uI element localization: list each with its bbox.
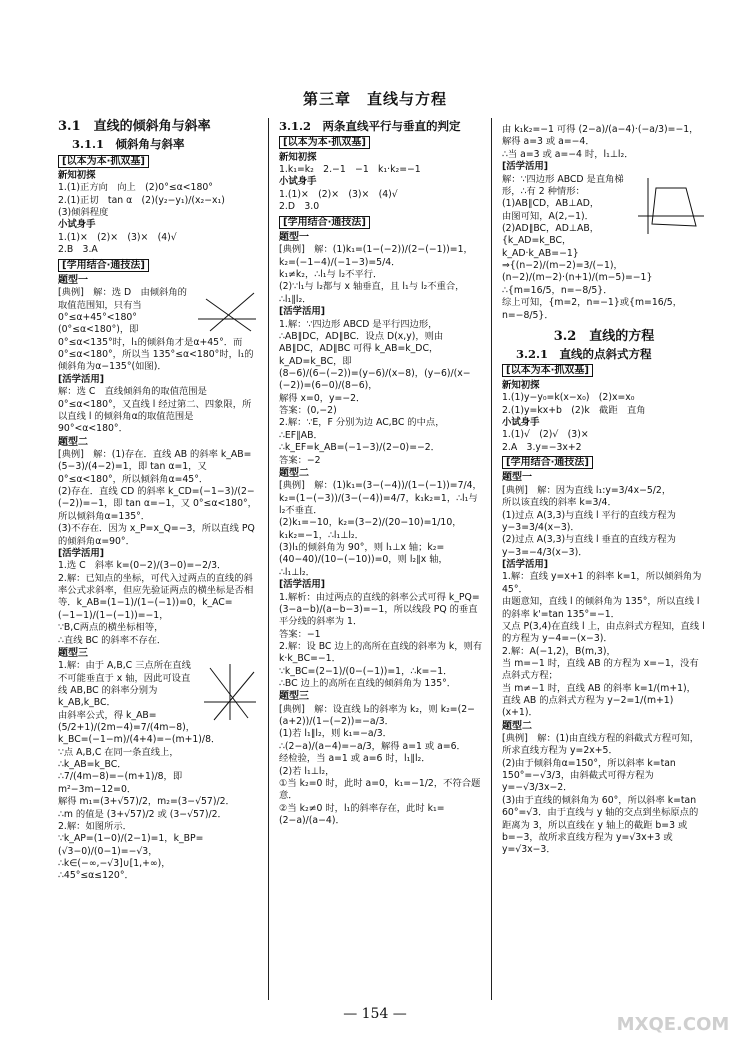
solution-text: [典例] 解：因为直线 l₁:y=3/4x−5/2， 所以该直线的斜率 k=3/4． (1)过点 A(3,3)与直线 l 平行的直线方程为 y−3=3/4(x−3)． (2)过点 A(3,3)与直线 l 垂直的直线方程为 y−3=−4/3(x−3)． bbox=[502, 484, 676, 558]
label-xinzhi: 新知初探 bbox=[279, 151, 317, 163]
question-type: 题型三 bbox=[279, 691, 309, 703]
subsection-title: 3.2.1 直线的点斜式方程 bbox=[516, 347, 652, 362]
label-xinzhi: 新知初探 bbox=[502, 379, 540, 391]
answer-text: 1.(1)× (2)× (3)× (4)√ 2.B 3.A bbox=[58, 231, 177, 256]
solution-text: [典例] 解：(1)由直线方程的斜截式方程可知，所求直线方程为 y=2x+5． (2)由于倾斜角α=150°，所以斜率 k=tan 150°=−√3/3，由斜截式可得方程为 y=−√3/3x−2． (3)由于直线的倾斜角为 60°，所以斜率 k=tan 60°=√3．由于直线与 y 轴的交点到坐标原点的距离为 3，所以直线在 y 轴上的截距 b=3 或 b=−3，故所求直线方程为 y=√3x+3 或 y=√3x−3． bbox=[502, 733, 700, 856]
section-bar: [学用结合·通技法] bbox=[502, 456, 706, 469]
page-number: — 154 — bbox=[343, 1006, 407, 1022]
question-type: 题型二 bbox=[58, 436, 88, 448]
solution-text: 1.解：直线 y=x+1 的斜率 k=1，所以倾斜角为 45°． 由题意知，直线 l 的倾斜角为 135°，所以直线 l 的斜率 k'=tan 135°=−1． 又点 P(3,4)在直线 l 上，由点斜式方程知，直线 l 的方程为 y−4=−(x−3)． 2.解：A(−1,2)，B(m,3)， 当 m=−1 时，直线 AB 的方程为 x=−1，没有点斜式方程； 当 m≠−1 时，直线 AB 的斜率 k=1/(m+1)， 直线 AB 的点斜式方程为 y−2=1/(m+1)(x+1)． bbox=[502, 571, 705, 719]
column-3 bbox=[502, 124, 706, 857]
solution-text: 解：选 C 直线倾斜角的取值范围是 0°≤α<180°，又直线 l 经过第二、四象限，所以直线 l 的倾斜角α的取值范围是 90°<α<180°． bbox=[58, 386, 252, 435]
question-type: 题型一 bbox=[279, 231, 309, 243]
section-title: 3.1 直线的倾斜角与斜率 bbox=[58, 119, 211, 134]
label-huoxue: [活学活用] bbox=[502, 161, 549, 173]
chapter-title: 第三章 直线与方程 bbox=[302, 90, 447, 108]
answer-text: 1.(1)y−y₀=k(x−x₀) (2)x=x₀ 2.(1)y=kx+b (2)k 截距 直角 bbox=[502, 392, 646, 416]
trapezoid-figure bbox=[636, 176, 706, 236]
watermark-logo bbox=[608, 992, 738, 1040]
question-type: 题型二 bbox=[279, 467, 309, 479]
solution-text: [典例] 解：选 D 由倾斜角的取值范围知，只有当 0°≤α+45°<180°(0°≤α<180°)，即 0°≤α<135°时，l₁的倾斜角才是α+45°．而 0°≤α<180°，所以当 135°≤α<180°时，l₁的倾斜角为α−135°(如图)． bbox=[58, 287, 254, 373]
solution-text: 解：∵四边形 ABCD 是直角梯形，∴有 2 种情形： (1)AB∥CD，AB⊥AD， 由图可知，A(2,−1)． (2)AD∥BC，AD⊥AB， {k_AD=k_BC，k_AD·k_AB=−1} ⇒{(n−2)/(m−2)=3/(−1)，(n−2)/(m−2)·(n+1)/(m−5)=−1} ∴{m=16/5，n=−8/5}． 综上可知，{m=2，n=−1}或{m=16/5，n=−8/5}． bbox=[502, 173, 682, 321]
question-type: 题型二 bbox=[502, 720, 532, 732]
label-huoxue: [活学活用] bbox=[502, 558, 549, 570]
label-xinzhi: 新知初探 bbox=[58, 169, 96, 181]
label-xiaoshi: 小试身手 bbox=[502, 416, 540, 428]
solution-text: [典例] 解：设直线 l₂的斜率为 k₂，则 k₂=(2−(a+2))/(1−(−2))=−a/3． (1)若 l₁∥l₂，则 k₁=−a/3． ∴(2−a)/(a−4)=−a/3，解得 a=1 或 a=6． 经检验，当 a=1 或 a=6 时，l₁∥l₂． (2)若 l₁⊥l₂， ①当 k₂=0 时，此时 a=0，k₁=−1/2，不符合题意． ②当 k₂≠0 时，l₁的斜率存在，此时 k₁=(2−a)/(a−4)． bbox=[279, 703, 481, 826]
label-xiaoshi: 小试身手 bbox=[58, 219, 96, 231]
column-1 bbox=[58, 118, 258, 883]
section-bar: [以本为本·抓双基] bbox=[279, 136, 483, 149]
solution-text: 1.解析：由过两点的直线的斜率公式可得 k_PQ=(3−a−b)/(a−b−3)=−1，所以线段 PQ 的垂直平分线的斜率为 1． 答案：−1 2.解：设 BC 边上的高所在直线的斜率为 k，则有 k·k_BC=−1． ∵k_BC=(2−1)/(0−(−1))=1，∴k=−1． ∴BC 边上的高所在直线的倾斜角为 135°． bbox=[279, 591, 483, 690]
watermark-text: MXQE.COM bbox=[616, 1014, 730, 1035]
answer-text: 1.(1)正方向 向上 (2)0°≤α<180° 2.(1)正切 tan α (2)(y₂−y₁)/(x₂−x₁) (3)倾斜程度 bbox=[58, 182, 225, 219]
section-bar: [以本为本·抓双基] bbox=[58, 155, 258, 168]
question-type: 题型一 bbox=[58, 274, 88, 286]
label-huoxue: [活学活用] bbox=[58, 373, 105, 385]
label-xiaoshi: 小试身手 bbox=[279, 176, 317, 188]
question-type: 题型三 bbox=[58, 647, 88, 659]
solution-text: 1.选 C 斜率 k=(0−2)/(3−0)=−2/3． 2.解：已知点的坐标，可代入过两点的直线的斜率公式求斜率，但应先验证两点的横坐标是否相等．k_AB=(1−1)/(1−(−1))=0，k_AC=(−1−1)/(1−(−1))=−1， ∵B,C两点的横坐标相等， ∴直线 BC 的斜率不存在． bbox=[58, 560, 254, 646]
answer-text: 1.(1)× (2)× (3)× (4)√ 2.D 3.0 bbox=[279, 188, 398, 213]
column-2 bbox=[279, 118, 483, 827]
angle-figure bbox=[196, 289, 258, 333]
section-bar: [学用结合·通技法] bbox=[279, 216, 483, 229]
question-type: 题型一 bbox=[502, 472, 532, 484]
slope-figure bbox=[202, 662, 258, 722]
solution-text: [典例] 解：(1)k₁=(3−(−4))/(1−(−1))=7/4， k₂=(1−(−3))/(3−(−4))=4/7，k₁k₂=1，∴l₁与 l₂不垂直． (2)k₁=−10，k₂=(3−2)/(20−10)=1/10，k₁k₂=−1，∴l₁⊥l₂． (3)l₁的倾斜角为 90°，则 l₁⊥x 轴；k₂=(40−40)/(10−(−10))=0，则 l₂∥x 轴，∴l₁⊥l₂． bbox=[279, 480, 482, 578]
column-divider bbox=[268, 118, 269, 1000]
subsection-title: 3.1.2 两条直线平行与垂直的判定 bbox=[279, 119, 461, 133]
label-huoxue: [活学活用] bbox=[58, 547, 105, 559]
section-bar: [学用结合·通技法] bbox=[58, 259, 258, 272]
solution-text: 1.解：由于 A,B,C 三点所在直线不可能垂直于 x 轴，因此可设直线 AB,BC 的斜率分别为 k_AB,k_BC． 由斜率公式，得 k_AB=(5/2+1)/(2m−4)=7/(4m−8)， k_BC=(−1−m)/(4+4)=−(m+1)/8． ∵点 A,B,C 在同一条直线上， ∴k_AB=k_BC． ∴7/(4m−8)=−(m+1)/8，即 m²−3m−12=0． 解得 m₁=(3+√57)/2，m₂=(3−√57)/2． ∴m 的值是 (3+√57)/2 或 (3−√57)/2． 2.解：如图所示． ∵k_AP=(1−0)/(2−1)=1，k_BP=(√3−0)/(0−1)=−√3， ∴k∈(−∞,−√3]∪[1,+∞)， ∴45°≤α≤120°． bbox=[58, 660, 235, 882]
answer-text: 1.k₁=k₂ 2.−1 −1 k₁·k₂=−1 bbox=[279, 164, 421, 176]
label-huoxue: [活学活用] bbox=[279, 579, 326, 591]
solution-text: [典例] 解：(1)k₁=(1−(−2))/(2−(−1))=1， k₂=(−1−4)/(−1−3)=5/4． k₁≠k₂，∴l₁与 l₂不平行． (2)∵l₁与 l₂都与 x 轴垂直，且 l₁与 l₂不重合，∴l₁∥l₂． bbox=[279, 244, 473, 305]
answer-text: 1.(1)√ (2)√ (3)× 2.A 3.y=−3x+2 bbox=[502, 429, 589, 453]
solution-text: [典例] 解：(1)存在．直线 AB 的斜率 k_AB=(5−3)/(4−2)=1，即 tan α=1，又 0°≤α<180°，所以倾斜角α=45°． (2)存在．直线 CD 的斜率 k_CD=(−1−3)/(2−(−2))=−1，即 tan α=−1，又 0°≤α<180°，所以倾斜角α=135°． (3)不存在．因为 x_P=x_Q=−3，所以直线 PQ 的倾斜角α=90°． bbox=[58, 449, 257, 547]
solution-text: 由 k₁k₂=−1 可得 (2−a)/(a−4)·(−a/3)=−1， 解得 a=3 或 a=−4． ∴当 a=3 或 a=−4 时，l₁⊥l₂． bbox=[502, 124, 699, 160]
subsection-title: 3.1.1 倾斜角与斜率 bbox=[72, 137, 185, 152]
column-divider bbox=[491, 118, 492, 1000]
label-huoxue: [活学活用] bbox=[279, 306, 326, 318]
section-title: 3.2 直线的方程 bbox=[553, 328, 655, 344]
section-bar: [以本为本·抓双基] bbox=[502, 364, 706, 377]
solution-text: 1.解：∵四边形 ABCD 是平行四边形，∴AB∥DC，AD∥BC．设点 D(x,y)，则由 AB∥DC，AD∥BC 可得 k_AB=k_DC，k_AD=k_BC，即 (8−6)/(6−(−2))=(y−6)/(x−8)，(y−6)/(x−(−2))=(6−0)/(8−6)， 解得 x=0，y=−2． 答案：(0,−2) 2.解：∵E，F 分别为边 AC,BC 的中点，∴EF∥AB． ∴k_EF=k_AB=(−1−3)/(2−0)=−2． 答案：−2 bbox=[279, 318, 471, 466]
